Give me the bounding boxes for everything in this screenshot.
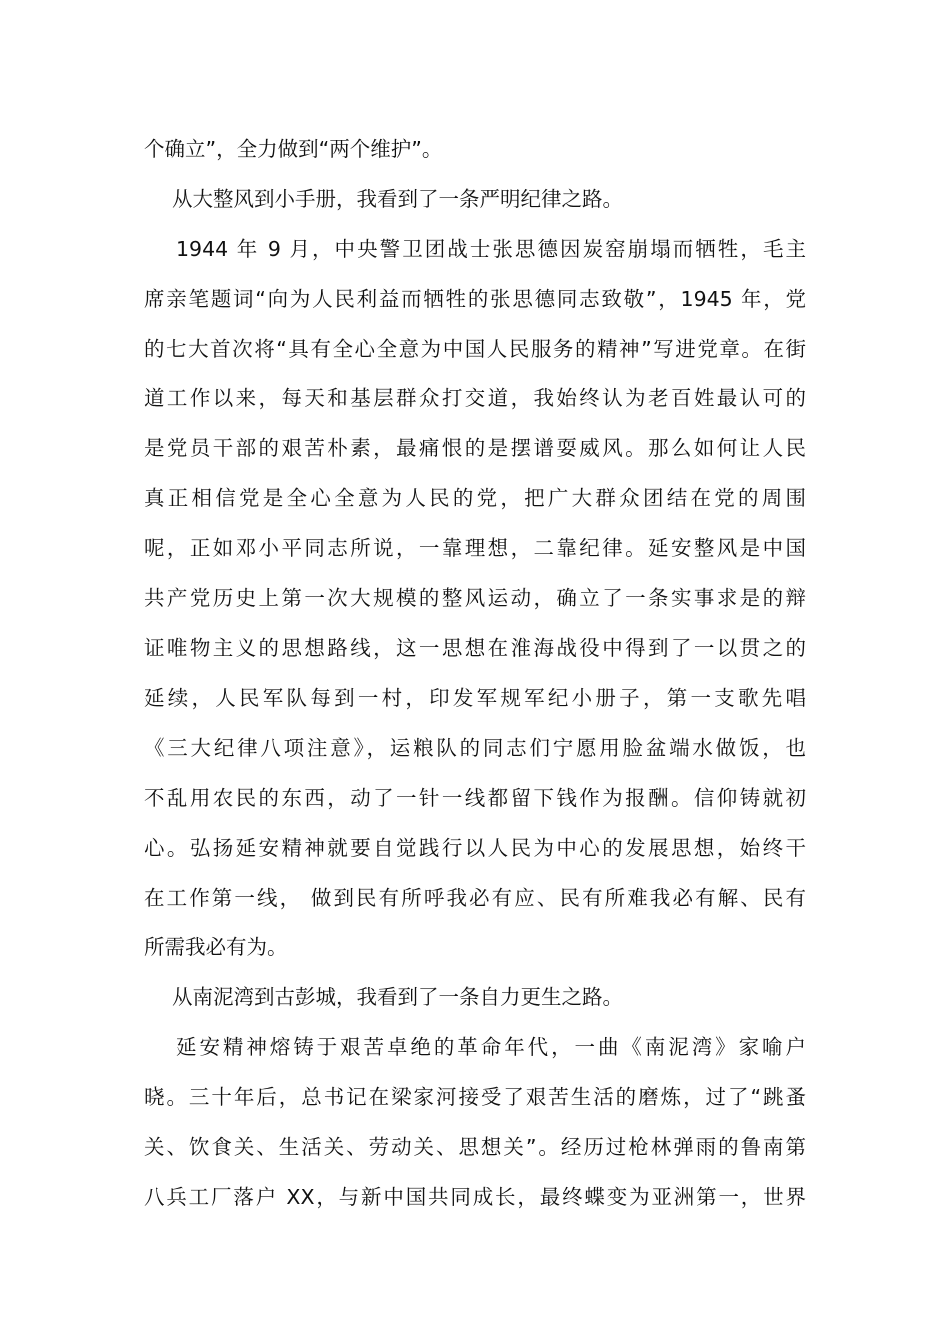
text-line: 心。弘扬延安精神就要自觉践行以人民为中心的发展思想，始终干 xyxy=(144,836,806,860)
text-line: 晓。三十年后，总书记在梁家河接受了艰苦生活的磨炼，过了“跳蚤 xyxy=(144,1085,806,1109)
text-line: 在工作第一线， 做到民有所呼我必有应、民有所难我必有解、民有 xyxy=(144,886,806,910)
text-line: 席亲笔题词“向为人民利益而牺牲的张思德同志致敬”，1945 年，党 xyxy=(144,287,806,311)
text-line: 道工作以来，每天和基层群众打交道，我始终认为老百姓最认可的 xyxy=(144,386,806,410)
text-line: 延续，人民军队每到一村，印发军规军纪小册子，第一支歌先唱 xyxy=(144,686,806,710)
text-line: 证唯物主义的思想路线，这一思想在淮海战役中得到了一以贯之的 xyxy=(144,636,806,660)
text-line: 从南泥湾到古彭城，我看到了一条自力更生之路。 xyxy=(172,985,623,1009)
text-line: 的七大首次将“具有全心全意为中国人民服务的精神”写进党章。在街 xyxy=(144,337,806,361)
text-line: 《三大纪律八项注意》，运粮队的同志们宁愿用脸盆端水做饭，也 xyxy=(144,736,806,760)
text-line: 是党员干部的艰苦朴素，最痛恨的是摆谱耍威风。那么如何让人民 xyxy=(144,436,806,460)
text-line: 共产党历史上第一次大规模的整风运动，确立了一条实事求是的辩 xyxy=(144,586,806,610)
text-line: 延安精神熔铸于艰苦卓绝的革命年代，一曲《南泥湾》家喻户 xyxy=(176,1035,806,1059)
text-line: 关、饮食关、生活关、劳动关、思想关”。经历过枪林弹雨的鲁南第 xyxy=(144,1135,806,1159)
text-line: 个确立”，全力做到“两个维护”。 xyxy=(144,137,443,161)
text-line: 1944 年 9 月，中央警卫团战士张思德因炭窑崩塌而牺牲，毛主 xyxy=(176,237,806,261)
text-line: 呢，正如邓小平同志所说，一靠理想，二靠纪律。延安整风是中国 xyxy=(144,536,806,560)
text-line: 八兵工厂落户 XX，与新中国共同成长，最终蝶变为亚洲第一，世界 xyxy=(144,1185,806,1209)
text-line: 不乱用农民的东西，动了一针一线都留下钱作为报酬。信仰铸就初 xyxy=(144,786,806,810)
text-line: 从大整风到小手册，我看到了一条严明纪律之路。 xyxy=(172,187,623,211)
text-line: 真正相信党是全心全意为人民的党，把广大群众团结在党的周围 xyxy=(144,486,806,510)
text-line: 所需我必有为。 xyxy=(144,935,288,959)
